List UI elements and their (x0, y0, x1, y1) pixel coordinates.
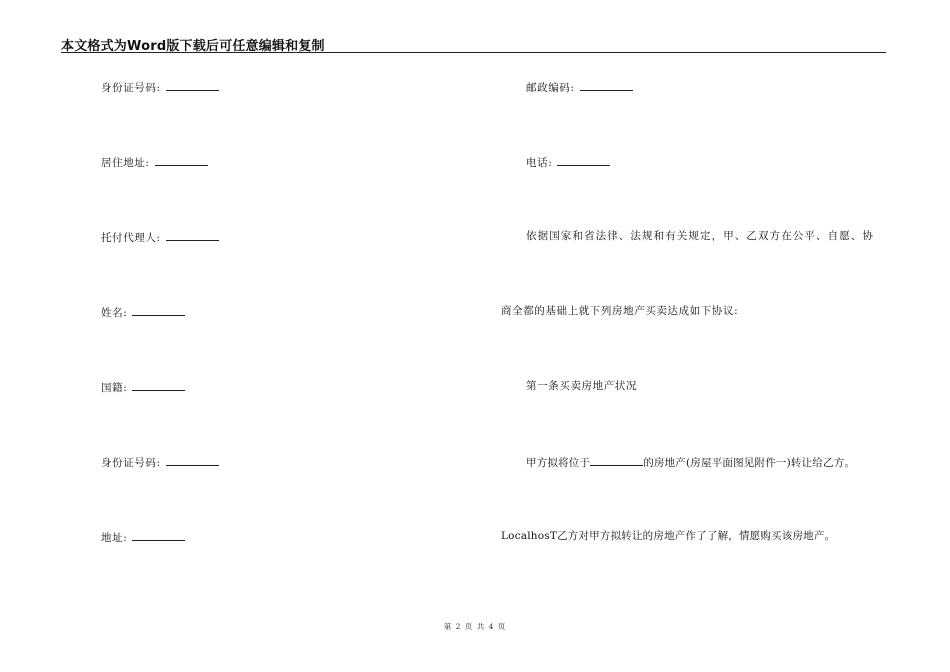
document-header (61, 34, 886, 53)
nationality-field (101, 379, 185, 395)
agent-field (101, 229, 219, 245)
id-number-label-2: 身份证号码: (101, 457, 161, 469)
property-location-blank (590, 454, 643, 466)
preamble-line-1: 依据国家和省法律、法规和有关规定，甲、乙双方在公平、自愿、协 (526, 230, 874, 242)
postal-code-blank (580, 79, 633, 91)
id-number-field-2 (101, 454, 219, 470)
article-1-line-3: LocalhosT乙方对甲方拟转让的房地产作了了解，情愿购买该房地产。 (501, 530, 836, 542)
id-number-label: 身份证号码: (101, 82, 161, 94)
phone-blank (557, 154, 610, 166)
nationality-blank (132, 379, 185, 391)
agent-label: 托付代理人: (101, 232, 161, 244)
name-field (101, 304, 185, 320)
phone-field (526, 154, 610, 170)
article-1-sentence-start: 甲方拟将位于 (526, 457, 591, 469)
header-title: 本文格式为Word版下载后可任意编辑和复制 (61, 39, 325, 54)
name-label: 姓名: (101, 307, 128, 319)
address-field (101, 529, 185, 545)
preamble-line-2: 商全都的基础上就下列房地产买卖达成如下协议: (501, 305, 739, 317)
id-number-blank (166, 79, 219, 91)
id-number-blank-2 (166, 454, 219, 466)
page-number: 第 2 页 共 4 页 (443, 622, 507, 631)
article-1-sentence (526, 454, 855, 470)
phone-label: 电话: (526, 157, 553, 169)
address-label: 地址: (101, 532, 128, 544)
article-1-title: 第一条买卖房地产状况 (526, 380, 637, 392)
residence-address-blank (155, 154, 208, 166)
agent-blank (166, 229, 219, 241)
name-blank (132, 304, 185, 316)
postal-code-field (526, 79, 633, 95)
residence-address-field (101, 154, 208, 170)
nationality-label: 国籍: (101, 382, 128, 394)
residence-address-label: 居住地址: (101, 157, 150, 169)
address-blank (132, 529, 185, 541)
article-1-sentence-end: 的房地产(房屋平面图见附件一)转让给乙方。 (643, 457, 856, 469)
id-number-field (101, 79, 219, 95)
postal-code-label: 邮政编码: (526, 82, 575, 94)
